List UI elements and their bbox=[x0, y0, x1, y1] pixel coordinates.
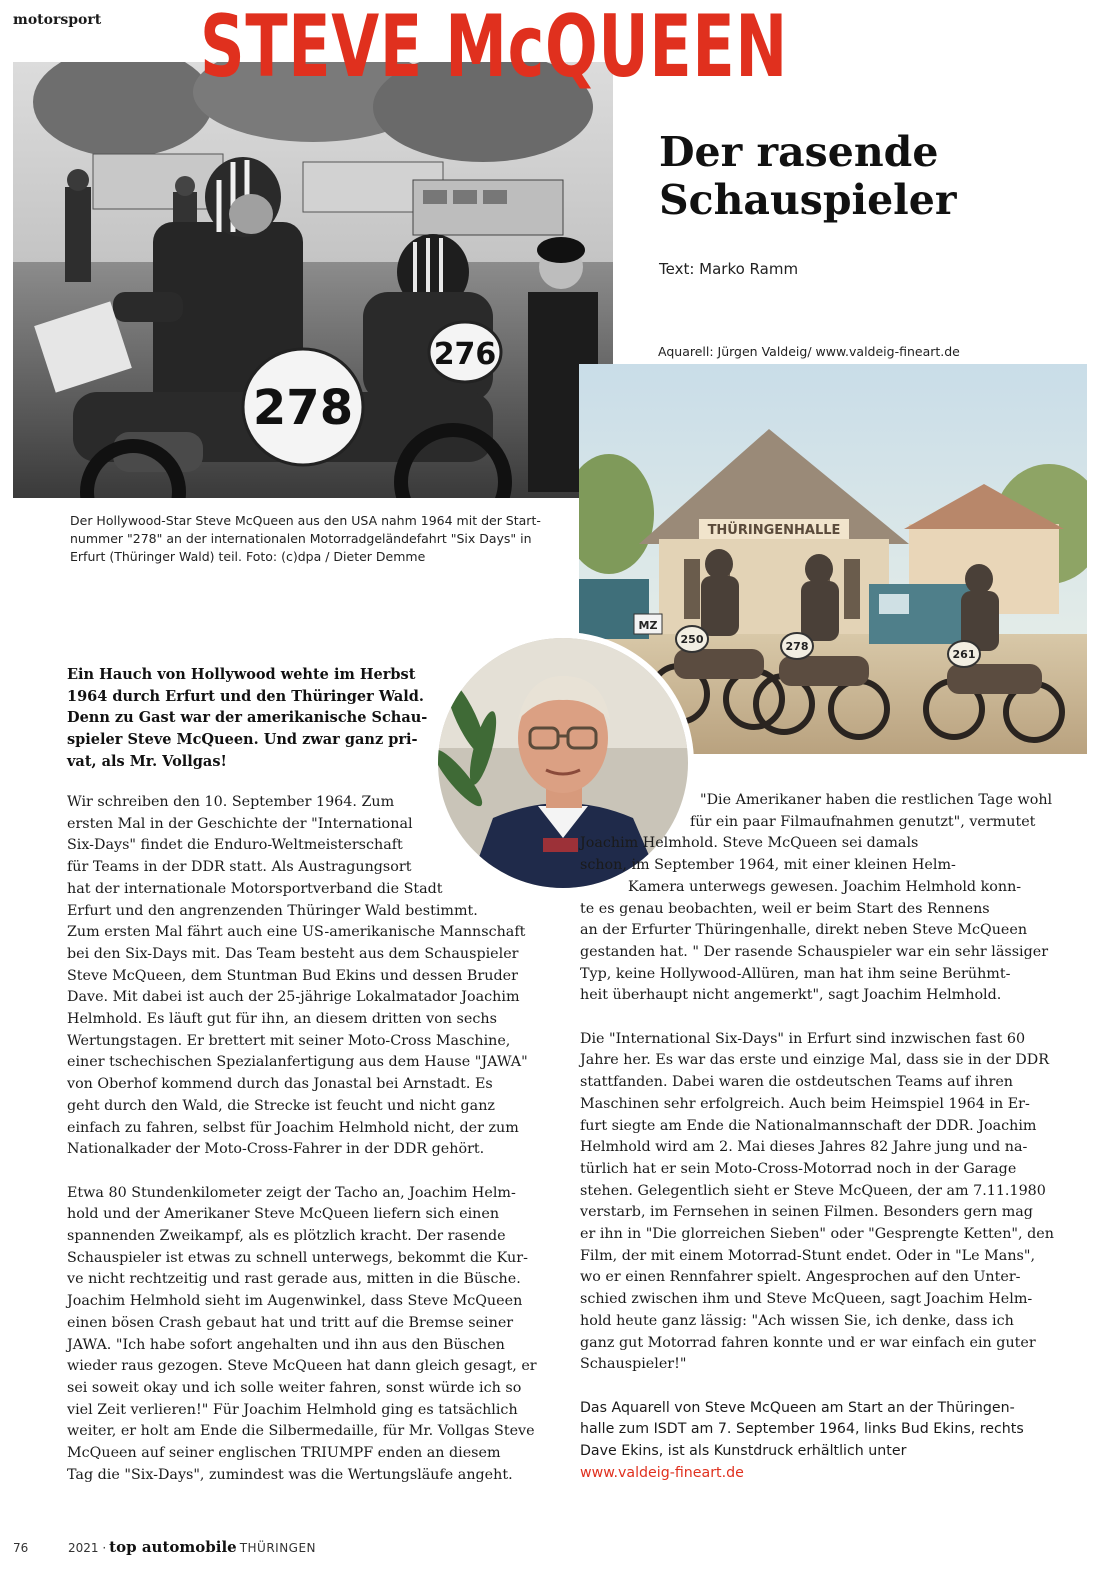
painting-credit: Aquarell: Jürgen Valdeig/ www.valdeig-fineart.de bbox=[658, 344, 960, 359]
text-line: Typ, keine Hollywood-Allüren, man hat ihm seine Berühmt- bbox=[580, 965, 1011, 982]
text-line: ganz gut Motorrad fahren konnte und er war einfach ein guter bbox=[580, 1334, 1036, 1351]
text-line: Steve McQueen, dem Stuntman Bud Ekins und dessen Bruder bbox=[67, 967, 518, 984]
text-line: weiter, er holt am Ende die Silbermedaille, für Mr. Vollgas Steve bbox=[67, 1423, 535, 1440]
text-line: stehen. Gelegentlich sieht er Steve McQueen, der am 7.11.1980 bbox=[580, 1182, 1046, 1199]
text-line: einer tschechischen Spezialanfertigung aus dem Hause "JAWA" bbox=[67, 1054, 528, 1071]
page-number: 76 bbox=[13, 1541, 29, 1555]
text-line: JAWA. "Ich habe sofort angehalten und ihn aus den Büschen bbox=[67, 1336, 505, 1353]
text-line: McQueen auf seiner englischen TRIUMPF enden an diesem bbox=[67, 1445, 501, 1462]
lead-paragraph bbox=[67, 664, 452, 773]
subtitle-line: Schauspieler bbox=[659, 176, 957, 224]
text-line: bei den Six-Days mit. Das Team besteht aus dem Schauspieler bbox=[67, 945, 519, 962]
text-line: sei soweit okay und ich solle weiter fahren, sonst würde ich so bbox=[67, 1379, 522, 1396]
text-line: ersten Mal in der Geschichte der "International bbox=[67, 815, 413, 832]
text-line: hold heute ganz lässig: "Ach wissen Sie, ich denke, dass ich bbox=[580, 1312, 1014, 1329]
closing-note bbox=[580, 1398, 1060, 1485]
section-label: motorsport bbox=[13, 12, 102, 28]
text-line: an der Erfurter Thüringenhalle, direkt neben Steve McQueen bbox=[580, 922, 1028, 939]
website-link[interactable]: www.valdeig-fineart.de bbox=[580, 1464, 744, 1481]
text-line: "Die Amerikaner haben die restlichen Tage wohl bbox=[700, 792, 1053, 808]
text-line: für ein paar Filmaufnahmen genutzt", vermutet bbox=[690, 813, 1036, 830]
body-paragraph bbox=[580, 1029, 1060, 1376]
text-line: einen bösen Crash gebaut hat und tritt auf die Bremse seiner bbox=[67, 1314, 514, 1331]
text-line: viel Zeit verlieren!" Für Joachim Helmhold ging es tatsächlich bbox=[67, 1401, 518, 1418]
text-line: geht durch den Wald, die Strecke ist feucht und nicht ganz bbox=[67, 1097, 495, 1114]
plate-278: 278 bbox=[785, 640, 809, 653]
text-line: Tag die "Six-Days", zumindest was die Wertungsläufe angeht. bbox=[67, 1466, 513, 1483]
article-column-left bbox=[67, 792, 547, 1486]
text-line: Six-Days" findet die Enduro-Weltmeisterschaft bbox=[67, 837, 403, 854]
author-credit: Text: Marko Ramm bbox=[659, 260, 799, 278]
text-line: Jahre her. Es war das erste und einzige Mal, dass sie in der DDR bbox=[580, 1052, 1049, 1069]
text-line: Nationalkader der Moto-Cross-Fahrer in der DDR gehört. bbox=[67, 1141, 485, 1158]
text-line: hat der internationale Motorsportverband die Stadt bbox=[67, 880, 443, 897]
headline: STEVE McQUEEN bbox=[200, 0, 788, 97]
note-line: Das Aquarell von Steve McQueen am Start an der Thüringen- bbox=[580, 1399, 1015, 1416]
text-line: gestanden hat. " Der rasende Schauspieler war ein sehr lässiger bbox=[580, 943, 1049, 960]
text-line: heit überhaupt nicht angemerkt", sagt Joachim Helmhold. bbox=[580, 987, 1002, 1004]
caption-line: Der Hollywood-Star Steve McQueen aus den USA nahm 1964 mit der Start- bbox=[70, 513, 541, 528]
note-line: halle zum ISDT am 7. September 1964, links Bud Ekins, rechts bbox=[580, 1421, 1024, 1438]
text-line: verstarb, im Fernsehen in seinen Filmen. Besonders gern mag bbox=[580, 1204, 1033, 1221]
text-line: Erfurt und den angrenzenden Thüringer Wald bestimmt. bbox=[67, 902, 478, 919]
text-line: Joachim Helmhold sieht im Augenwinkel, dass Steve McQueen bbox=[67, 1293, 523, 1310]
text-line: Film, der mit einem Motorrad-Stunt endet. Oder in "Le Mans", bbox=[580, 1247, 1036, 1264]
text-line: stattfanden. Dabei waren die ostdeutschen Teams auf ihren bbox=[580, 1074, 1014, 1091]
lead-line: vat, als Mr. Vollgas! bbox=[67, 752, 227, 770]
text-line: Dave. Mit dabei ist auch der 25-jährige Lokalmatador Joachim bbox=[67, 989, 520, 1006]
text-line: Wertungstagen. Er brettert mit seiner Moto-Cross Maschine, bbox=[67, 1032, 511, 1049]
lead-line: Ein Hauch von Hollywood wehte im Herbst bbox=[67, 666, 416, 683]
photo-illustration bbox=[13, 62, 613, 498]
footer-year: 2021 · bbox=[68, 1541, 107, 1555]
subtitle bbox=[659, 128, 1079, 224]
body-paragraph bbox=[67, 792, 547, 1161]
subtitle-line: Der rasende bbox=[659, 128, 939, 176]
text-line: Helmhold wird am 2. Mai dieses Jahres 82 Jahre jung und na- bbox=[580, 1139, 1028, 1156]
text-line: Schauspieler ist etwas zu schnell unterwegs, bekommt die Kur- bbox=[67, 1249, 528, 1266]
mz-sign: MZ bbox=[638, 619, 658, 632]
body-paragraph bbox=[67, 1183, 547, 1487]
lead-line: spieler Steve McQueen. Und zwar ganz pri- bbox=[67, 731, 418, 749]
text-line: er ihn in "Die glorreichen Sieben" oder "Gesprengte Ketten", den bbox=[580, 1226, 1054, 1243]
text-line: ve nicht rechtzeitig und rast gerade aus, mitten in die Büsche. bbox=[67, 1271, 521, 1288]
front-plate-number: 278 bbox=[252, 380, 354, 436]
page-footer bbox=[13, 1538, 316, 1556]
plate-250: 250 bbox=[680, 633, 704, 646]
plate-261: 261 bbox=[952, 648, 976, 661]
text-line: wieder raus gezogen. Steve McQueen hat dann gleich gesagt, er bbox=[67, 1358, 537, 1375]
text-line: schon, im September 1964, mit einer kleinen Helm- bbox=[580, 857, 956, 874]
text-line: Die "International Six-Days" in Erfurt sind inzwischen fast 60 bbox=[580, 1030, 1026, 1047]
hall-sign: THÜRINGENHALLE bbox=[707, 523, 841, 538]
body-paragraph bbox=[580, 790, 1060, 1007]
caption-line: nummer "278" an der internationalen Motorradgeländefahrt "Six Days" in bbox=[70, 531, 532, 546]
text-line: hold und der Amerikaner Steve McQueen liefern sich einen bbox=[67, 1206, 500, 1223]
text-line: Zum ersten Mal fährt auch eine US-amerikanische Mannschaft bbox=[67, 924, 526, 941]
text-line: schied zwischen ihm und Steve McQueen, sagt Joachim Helm- bbox=[580, 1291, 1033, 1308]
lead-line: Denn zu Gast war der amerikanische Schau- bbox=[67, 709, 428, 727]
text-line: spannenden Zweikampf, als es plötzlich kracht. Der rasende bbox=[67, 1228, 506, 1245]
text-line: Kamera unterwegs gewesen. Joachim Helmhold konn- bbox=[628, 878, 1022, 895]
hero-photo bbox=[13, 62, 613, 498]
text-line: Etwa 80 Stundenkilometer zeigt der Tacho an, Joachim Helm- bbox=[67, 1184, 516, 1201]
text-line: Wir schreiben den 10. September 1964. Zum bbox=[67, 794, 395, 810]
text-line: Schauspieler!" bbox=[580, 1356, 687, 1373]
photo-caption bbox=[70, 512, 550, 566]
text-line: Maschinen sehr erfolgreich. Auch beim Heimspiel 1964 in Er- bbox=[580, 1095, 1030, 1112]
back-plate-number: 276 bbox=[433, 337, 497, 372]
magazine-region: THÜRINGEN bbox=[239, 1541, 317, 1555]
text-line: türlich hat er sein Moto-Cross-Motorrad noch in der Garage bbox=[580, 1160, 1017, 1177]
caption-line: Erfurt (Thüringer Wald) teil. Foto: (c)dpa / Dieter Demme bbox=[70, 549, 426, 564]
text-line: Joachim Helmhold. Steve McQueen sei damals bbox=[580, 835, 919, 852]
text-line: Helmhold. Es läuft gut für ihn, an diesem dritten von sechs bbox=[67, 1011, 497, 1028]
text-line: wo er einen Rennfahrer spielt. Angesprochen auf den Unter- bbox=[580, 1269, 1021, 1286]
note-line: Dave Ekins, ist als Kunstdruck erhältlich unter bbox=[580, 1443, 907, 1460]
lead-line: 1964 durch Erfurt und den Thüringer Wald. bbox=[67, 687, 424, 705]
article-column-right bbox=[580, 790, 1060, 1484]
text-line: te es genau beobachten, weil er beim Start des Rennens bbox=[580, 900, 990, 917]
text-line: einfach zu fahren, selbst für Joachim Helmhold nicht, der zum bbox=[67, 1119, 519, 1136]
text-line: für Teams in der DDR statt. Als Austragungsort bbox=[67, 859, 412, 876]
magazine-brand: top automobile bbox=[109, 1538, 237, 1556]
text-line: furt siegte am Ende die Nationalmannschaft der DDR. Joachim bbox=[580, 1117, 1037, 1134]
text-line: von Oberhof kommend durch das Jonastal bei Arnstadt. Es bbox=[67, 1076, 493, 1093]
